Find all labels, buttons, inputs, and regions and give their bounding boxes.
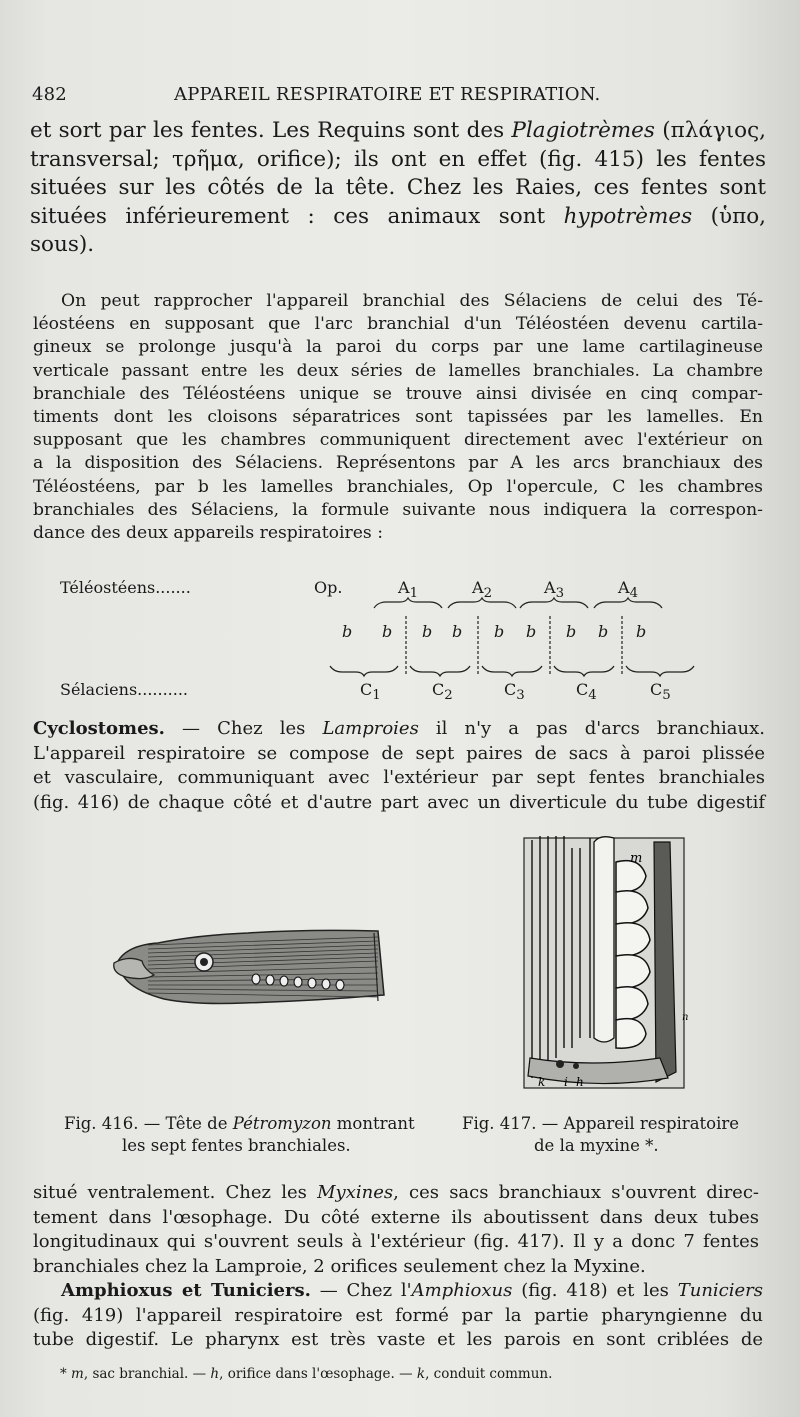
formula-lamelle: b [382,622,393,641]
text-line: situé ventralement. Chez les Myxines, ces sacs branchiaux s'ouvrent direc- [33,1182,760,1203]
text-line: branchiale des Téléostéens unique se trouve ainsi divisée en cinq compar- [33,383,763,404]
formula-arc-a4: $A_4$ [618,578,639,602]
text-line: L'appareil respiratoire se compose de sept paires de sacs à paroi plissée [33,742,765,764]
formula-lamelle: b [636,622,647,641]
text-line: gineux se prolonge jusqu'à la paroi du corps par une lame cartilagineuse [33,337,763,358]
text-line: (fig. 416) de chaque côté et d'autre part avec un diverticule du tube digestif [33,791,765,813]
formula-lamelle: b [598,622,609,641]
text-line: On peut rapprocher l'appareil branchial des Sélaciens de celui des Té- [61,291,763,311]
text-line: Cyclostomes. — Chez les Lamproies il n'y a pas d'arcs branchiaux. [33,718,765,739]
paragraph-2 [33,290,763,545]
text-line: et sort par les fentes. Les Requins sont des Plagiotrèmes (πλάγιος, [30,118,766,143]
figure-416-lamprey-head [108,915,398,1025]
text-line: sous). [30,232,95,257]
text-line: a la disposition des Sélaciens. Représentons par A les arcs branchiaux des [33,453,763,474]
text-line: léostéens en supposant que l'arc branchial d'un Téléostéen devenu cartila- [33,314,763,335]
text-line: transversal; τρῆμα, orifice); ils ont en effet (fig. 415) les fentes [30,146,766,172]
paragraph-4 [33,1181,759,1279]
text-line: longitudinaux qui s'ouvrent seuls à l'extérieur (fig. 417). Il y a donc 7 fentes [33,1231,759,1252]
text-line: et vasculaire, communiquant avec l'extérieur par sept fentes branchiales [33,767,765,788]
formula-lamelle: b [422,622,433,641]
text-line: (fig. 419) l'appareil respiratoire est formé par la partie pharyngienne du [33,1304,763,1326]
formula-chamber-c1: $C_1$ [360,680,381,704]
text-line: Téléostéens, par b les lamelles branchiales, Op l'opercule, C les chambres [33,476,763,497]
text-line: branchiales des Sélaciens, la formule suivante nous indiquera la correspon- [33,499,763,520]
formula-chamber-c3: $C_3$ [504,680,525,704]
section-heading-cyclostomes: Cyclostomes. [33,718,165,739]
formula-lamelle: b [566,622,577,641]
text-line: situées sur les côtés de la tête. Chez les Raies, ces fentes sont [30,175,766,200]
paragraph-5 [33,1279,763,1353]
section-heading-amphioxus: Amphioxus et Tuniciers. [61,1280,311,1301]
text-line: supposant que les chambres communiquent directement avec l'extérieur on [33,430,763,451]
fig417-label-n: n [682,1012,689,1023]
formula-chamber-c4: $C_4$ [576,680,597,704]
fig417-label-i: i [564,1075,568,1089]
fig417-label-k: k [538,1075,546,1089]
formula-lamelle: b [494,622,505,641]
correspondence-formula [60,574,760,704]
text-line: tement dans l'œsophage. Du côté externe ils aboutissent dans deux tubes [33,1206,759,1228]
formula-row-label-teleosteens: Téléostéens....... [60,578,191,597]
text-line: Amphioxus et Tuniciers. — Chez l'Amphioxus (fig. 418) et les Tuniciers [61,1280,764,1301]
figure-417-caption: Fig. 417. — Appareil respiratoire de la myxine *. [462,1114,740,1155]
footnote: * m, sac branchial. — h, orifice dans l'œsophage. — k, conduit commun. [60,1366,553,1382]
text-line: branchiales chez la Lamproie, 2 orifices seulement chez la Myxine. [33,1255,646,1277]
formula-opercule: Op. [314,578,343,597]
text-line: verticale passant entre les deux séries de lamelles branchiales. La chambre [33,360,763,381]
formula-lamelle: b [526,622,537,641]
text-line: timents dont les cloisons séparatrices sont tapissées par les lamelles. En [33,407,763,428]
page-number: 482 [32,84,67,105]
running-title: APPAREIL RESPIRATOIRE ET RESPIRATION. [174,84,601,105]
text-line: situées inférieurement : ces animaux sont hypotrèmes (ὑπο, [30,203,766,229]
text-line: tube digestif. Le pharynx est très vaste et les parois en sont criblées de [33,1329,763,1350]
figure-417-myxine-apparatus [520,828,710,1098]
formula-arc-a1: $A_1$ [398,578,419,602]
formula-chamber-c2: $C_2$ [432,680,453,704]
formula-lamelle: b [452,622,463,641]
formula-arc-a3: $A_3$ [544,578,565,602]
paragraph-3 [33,717,765,815]
formula-chamber-c5: $C_5$ [650,680,671,704]
fig417-label-h: h [576,1075,584,1089]
formula-arc-a2: $A_2$ [472,578,493,602]
text-line: dance des deux appareils respiratoires : [33,523,383,544]
formula-lamelle: b [342,622,353,641]
figure-416-caption: Fig. 416. — Tête de Pétromyzon montrant les sept fentes branchiales. [64,1114,415,1155]
formula-row-label-selaciens: Sélaciens.......... [60,680,189,699]
paragraph-1 [30,117,766,260]
fig417-label-m: m [630,851,643,866]
